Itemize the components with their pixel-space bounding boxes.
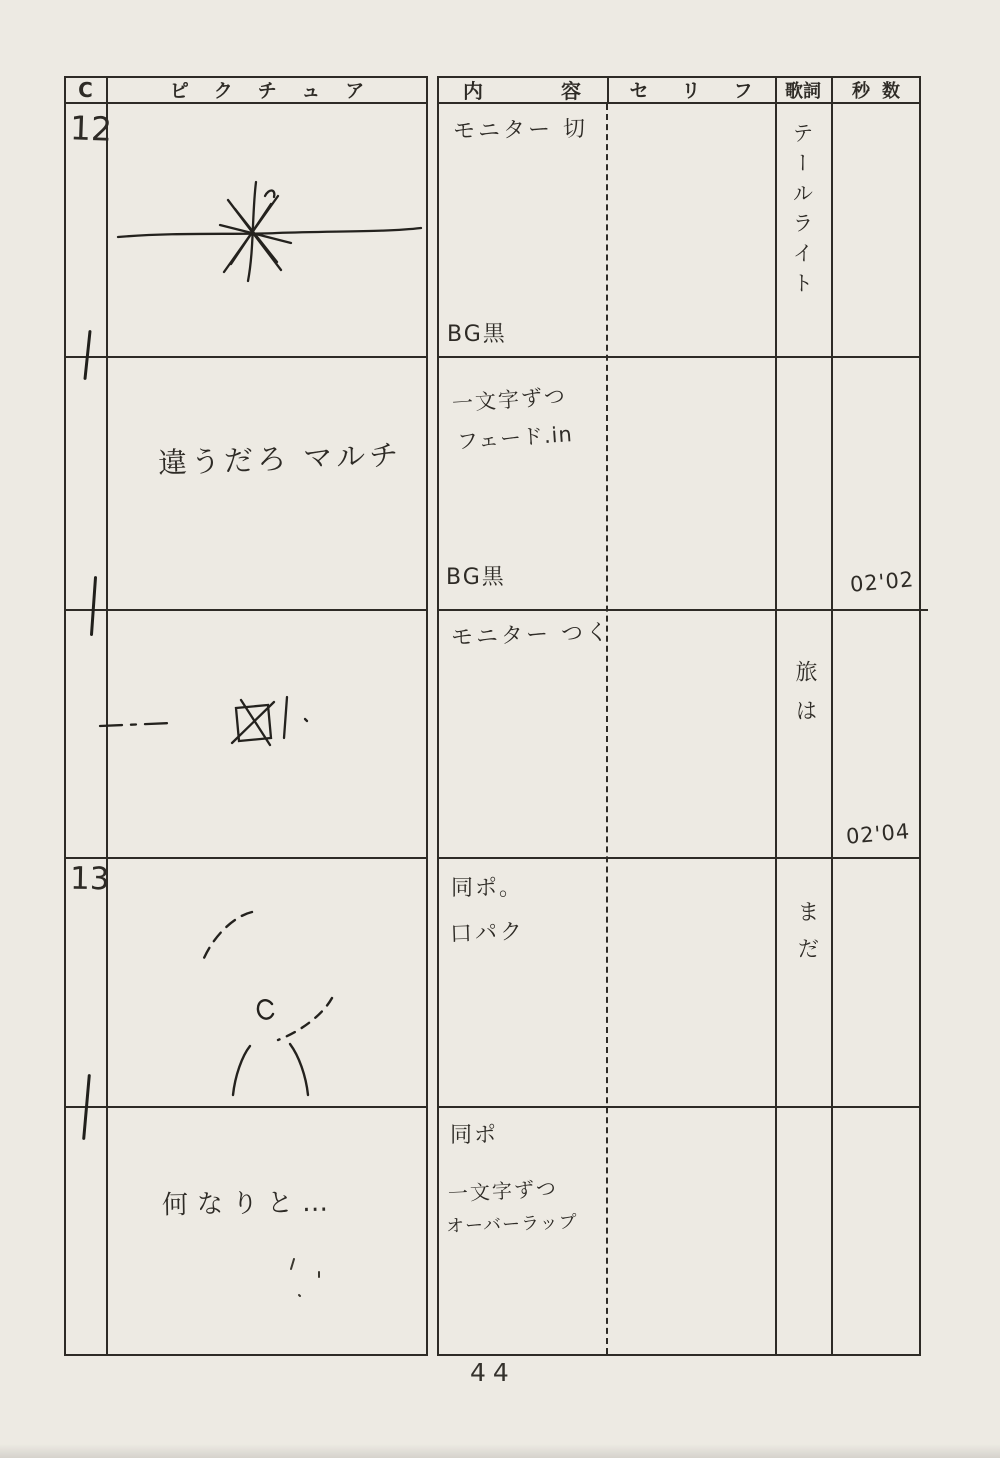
seconds-r2: 02'02 (849, 567, 916, 597)
lyrics-r1: テールライト (790, 122, 814, 302)
header-content (437, 76, 659, 103)
lyrics-r4: まだ (794, 900, 819, 974)
content-r3-line1: モニター つく (450, 620, 612, 651)
content-r2-line1: 一文字ずつ (451, 384, 568, 416)
cut-number-12: 12 (69, 108, 113, 149)
dialogue-lyrics-divider (775, 76, 777, 1356)
cut-number-13: 13 (69, 860, 110, 898)
lyrics-seconds-divider (831, 76, 833, 1356)
content-r5-line2: 一文字ずつ (447, 1176, 559, 1206)
content-r1-bottom: BG黒 (447, 322, 507, 347)
header-dialogue-label: セリフ (629, 80, 786, 102)
content-r2-bottom: BG黒 (446, 565, 506, 590)
content-r1-line1: モニター 切 (452, 116, 589, 145)
header-lyrics (775, 76, 831, 103)
content-r5-line3: オーバーラップ (445, 1211, 579, 1238)
header-picture-label: ピクチュア (169, 80, 390, 102)
content-r4-line2: 口パク (449, 919, 526, 948)
header-dialogue (607, 76, 786, 103)
right-row-line-2 (437, 609, 928, 611)
right-row-line-3 (437, 857, 921, 859)
right-table-frame (437, 76, 921, 1356)
header-content-label: 内容 (463, 79, 659, 103)
page-number: 44 (470, 1358, 516, 1387)
sketch-dashed-line-crossed-box (90, 610, 330, 858)
content-dialogue-divider-dashed (606, 104, 608, 1354)
header-cut (64, 76, 107, 103)
header-seconds (831, 76, 921, 103)
sketch-figure-head-shoulders (107, 858, 428, 1107)
header-picture (106, 76, 428, 103)
header-seconds-label: 秒数 (852, 80, 912, 102)
content-r2-line2: フェード.in (456, 421, 574, 455)
right-row-line-1 (437, 356, 921, 358)
picture-text-r2: 違うだろ マルチ (157, 437, 403, 481)
seconds-r3: 02'04 (845, 819, 912, 849)
lyrics-r3: 旅は (792, 660, 817, 738)
sketch-stray-marks (107, 1107, 428, 1355)
content-r5-line1: 同ポ (450, 1123, 499, 1148)
picture-text-r5: 何なりと… (161, 1187, 338, 1221)
right-row-line-4 (437, 1106, 921, 1108)
sketch-horizon-starburst (107, 104, 428, 357)
header-lyrics-label: 歌詞 (785, 80, 821, 102)
header-cut-label: C (78, 77, 93, 102)
content-r4-line1: 同ポ。 (451, 876, 524, 901)
